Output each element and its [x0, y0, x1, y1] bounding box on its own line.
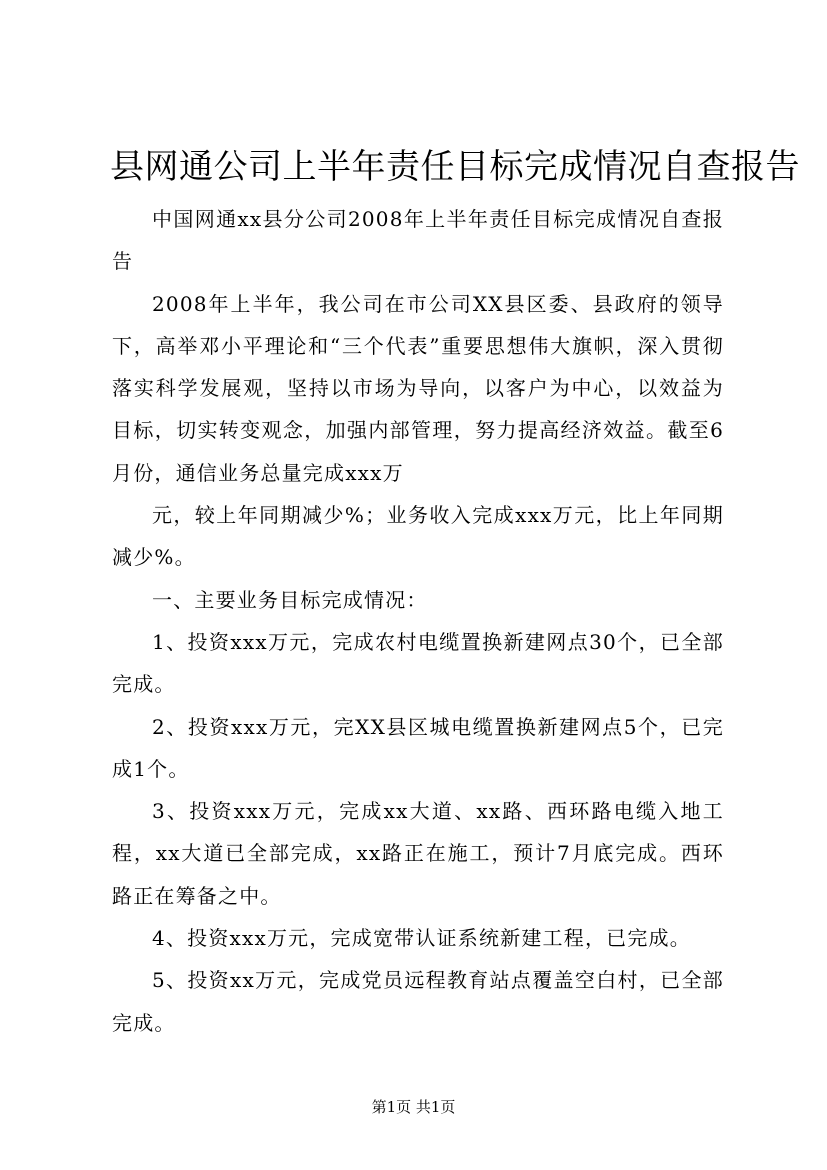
paragraph-intro: 2008年上半年，我公司在市公司XX县区委、县政府的领导下，高举邓小平理论和“三个代表”重要思想伟大旗帜，深入贯彻落实科学发展观，坚持以市场为导向，以客户为中心，以效益为目标，切实转变观念，加强内部管理，努力提高经济效益。截至6月份，通信业务总量完成xxx万 [112, 291, 724, 485]
section-heading: 一、主要业务目标完成情况： [152, 587, 428, 612]
document-title: 县网通公司上半年责任目标完成情况自查报告 [110, 147, 800, 187]
list-item-4: 4、投资xxx万元，完成宽带认证系统新建工程，已完成。 [152, 926, 691, 951]
list-item-5: 5、投资xx万元，完成党员远程教育站点覆盖空白村，已全部完成。 [112, 968, 724, 1035]
document-body [112, 198, 724, 1044]
paragraph-subtitle: 中国网通xx县分公司2008年上半年责任目标完成情况自查报告 [112, 207, 724, 274]
paragraph-revenue: 元，较上年同期减少%；业务收入完成xxx万元，比上年同期减少%。 [112, 503, 724, 570]
page-number-footer: 第1页 共1页 [371, 1098, 456, 1116]
list-item-3: 3、投资xxx万元，完成xx大道、xx路、西环路电缆入地工程，xx大道已全部完成，xx路正在施工，预计7月底完成。西环路正在筹备之中。 [112, 799, 724, 908]
list-item-1: 1、投资xxx万元，完成农村电缆置换新建网点30个，已全部完成。 [112, 629, 724, 697]
list-item-2: 2、投资xxx万元，完XX县区城电缆置换新建网点5个，已完成1个。 [112, 714, 724, 781]
